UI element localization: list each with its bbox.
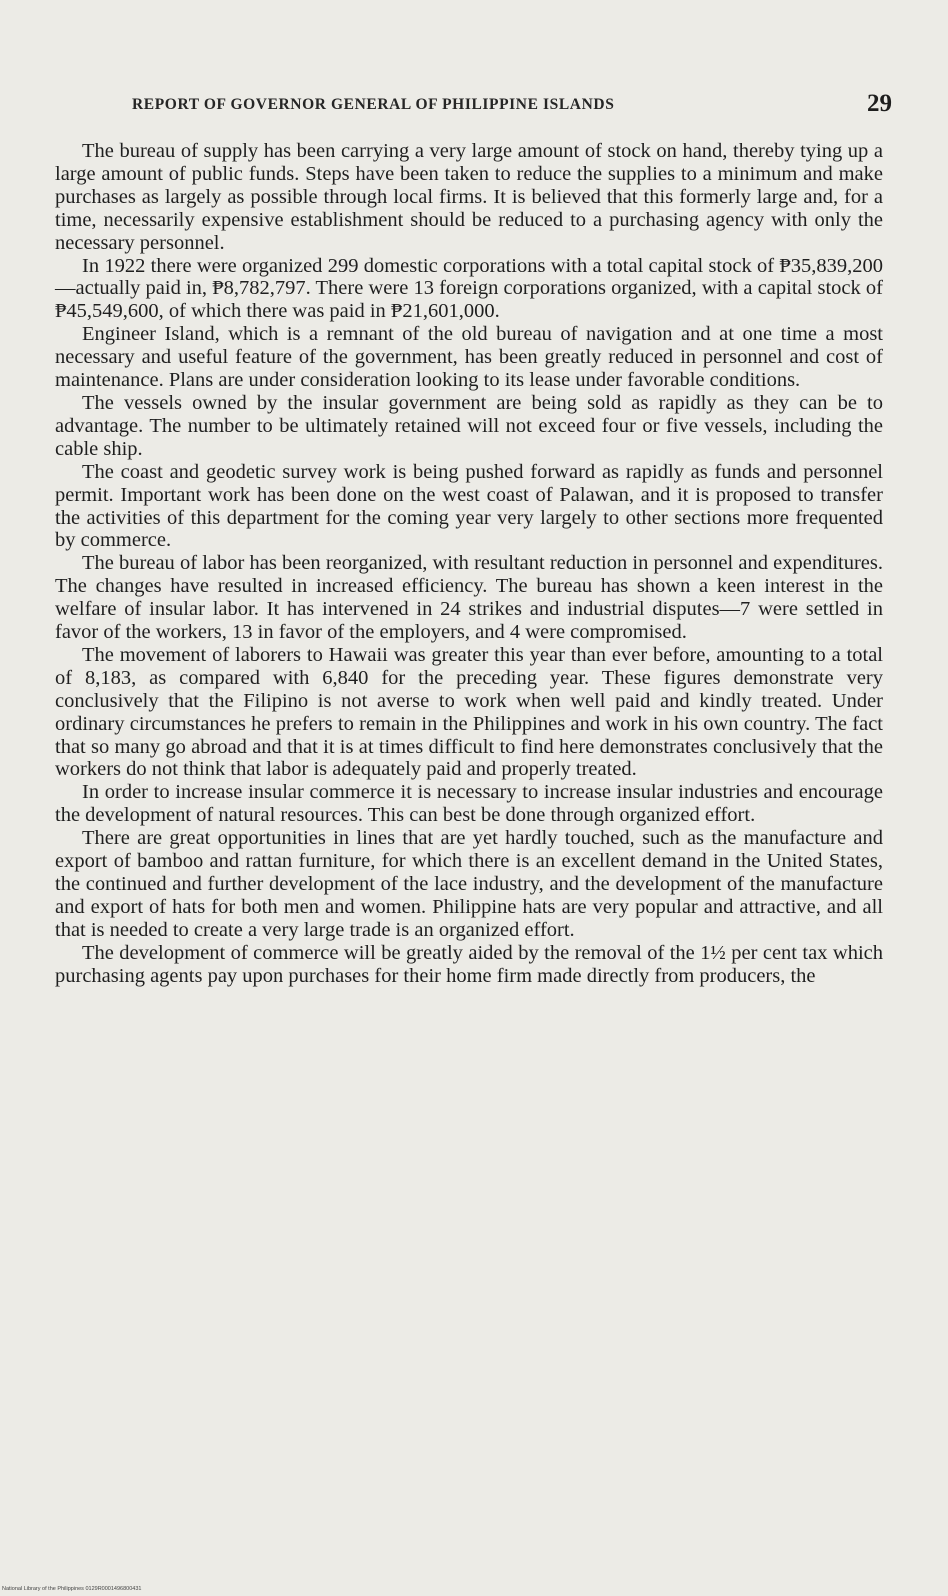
paragraph-laborers-hawaii: The movement of laborers to Hawaii was greater this year than ever before, amounting to a total of 8,183, as compared with 6,840 for the preceding year. These figures demonstrate very conclusively that the Filipino is not averse to work when well paid and kindly treated. Under ordinary circumstances he prefers to remain in the Philippines and work in his own country. The fact that so many go abroad and that it is at times difficult to find here demonstrates conclusively that the workers do not think that labor is adequately paid and properly treated. — [55, 643, 883, 781]
paragraph-bureau-of-supply: The bureau of supply has been carrying a very large amount of stock on hand, thereby tying up a large amount of public funds. Steps have been taken to reduce the supplies to a minimum and make purchases as largely as possible through local firms. It is believed that this formerly large and, for a time, necessarily expensive establishment should be reduced to a purchasing agency with only the necessary personnel. — [55, 140, 883, 254]
running-title: REPORT OF GOVERNOR GENERAL OF PHILIPPINE ISLANDS — [132, 96, 615, 113]
paragraph-vessels: The vessels owned by the insular government are being sold as rapidly as they can be to advantage. The number to be ultimately retained will not exceed four or five vessels, including the cable ship. — [55, 391, 883, 460]
footer-credit: National Library of the Philippines 0129R0001496800431 — [2, 1586, 142, 1592]
body-text — [55, 140, 883, 988]
paragraph-bureau-of-labor: The bureau of labor has been reorganized, with resultant reduction in personnel and expenditures. The changes have resulted in increased efficiency. The bureau has shown a keen interest in the welfare of insular labor. It has intervened in 24 strikes and industrial disputes—7 were settled in favor of the workers, 13 in favor of the employers, and 4 were compromised. — [55, 552, 883, 644]
paragraph-engineer-island: Engineer Island, which is a remnant of the old bureau of navigation and at one time a most necessary and useful feature of the government, has been greatly reduced in personnel and cost of maintenance. Plans are under consideration looking to its lease under favorable conditions. — [55, 323, 883, 392]
page-number: 29 — [867, 90, 892, 117]
paragraph-opportunities: There are great opportunities in lines that are yet hardly touched, such as the manufacture and export of bamboo and rattan furniture, for which there is an excellent demand in the United States, the continued and further development of the lace industry, and the development of the manufacture and export of hats for both men and women. Philippine hats are very popular and attractive, and all that is needed to create a very large trade is an organized effort. — [55, 827, 883, 941]
paragraph-insular-commerce: In order to increase insular commerce it is necessary to increase insular industries and encourage the development of natural resources. This can best be done through organized effort. — [55, 781, 883, 827]
paragraph-development-of-commerce: The development of commerce will be greatly aided by the removal of the 1½ per cent tax which purchasing agents pay upon purchases for their home firm made directly from producers, the — [55, 941, 883, 987]
paragraph-corporations: In 1922 there were organized 299 domestic corporations with a total capital stock of ₱35,839,200—actually paid in, ₱8,782,797. There were 13 foreign corporations organized, with a capital stock of ₱45,549,600, of which there was paid in ₱21,601,000. — [55, 254, 883, 323]
paragraph-coast-geodetic-survey: The coast and geodetic survey work is being pushed forward as rapidly as funds and personnel permit. Important work has been done on the west coast of Palawan, and it is proposed to transfer the activities of this department for the coming year very largely to other sections more frequented by commerce. — [55, 460, 883, 552]
page-header — [132, 90, 892, 124]
